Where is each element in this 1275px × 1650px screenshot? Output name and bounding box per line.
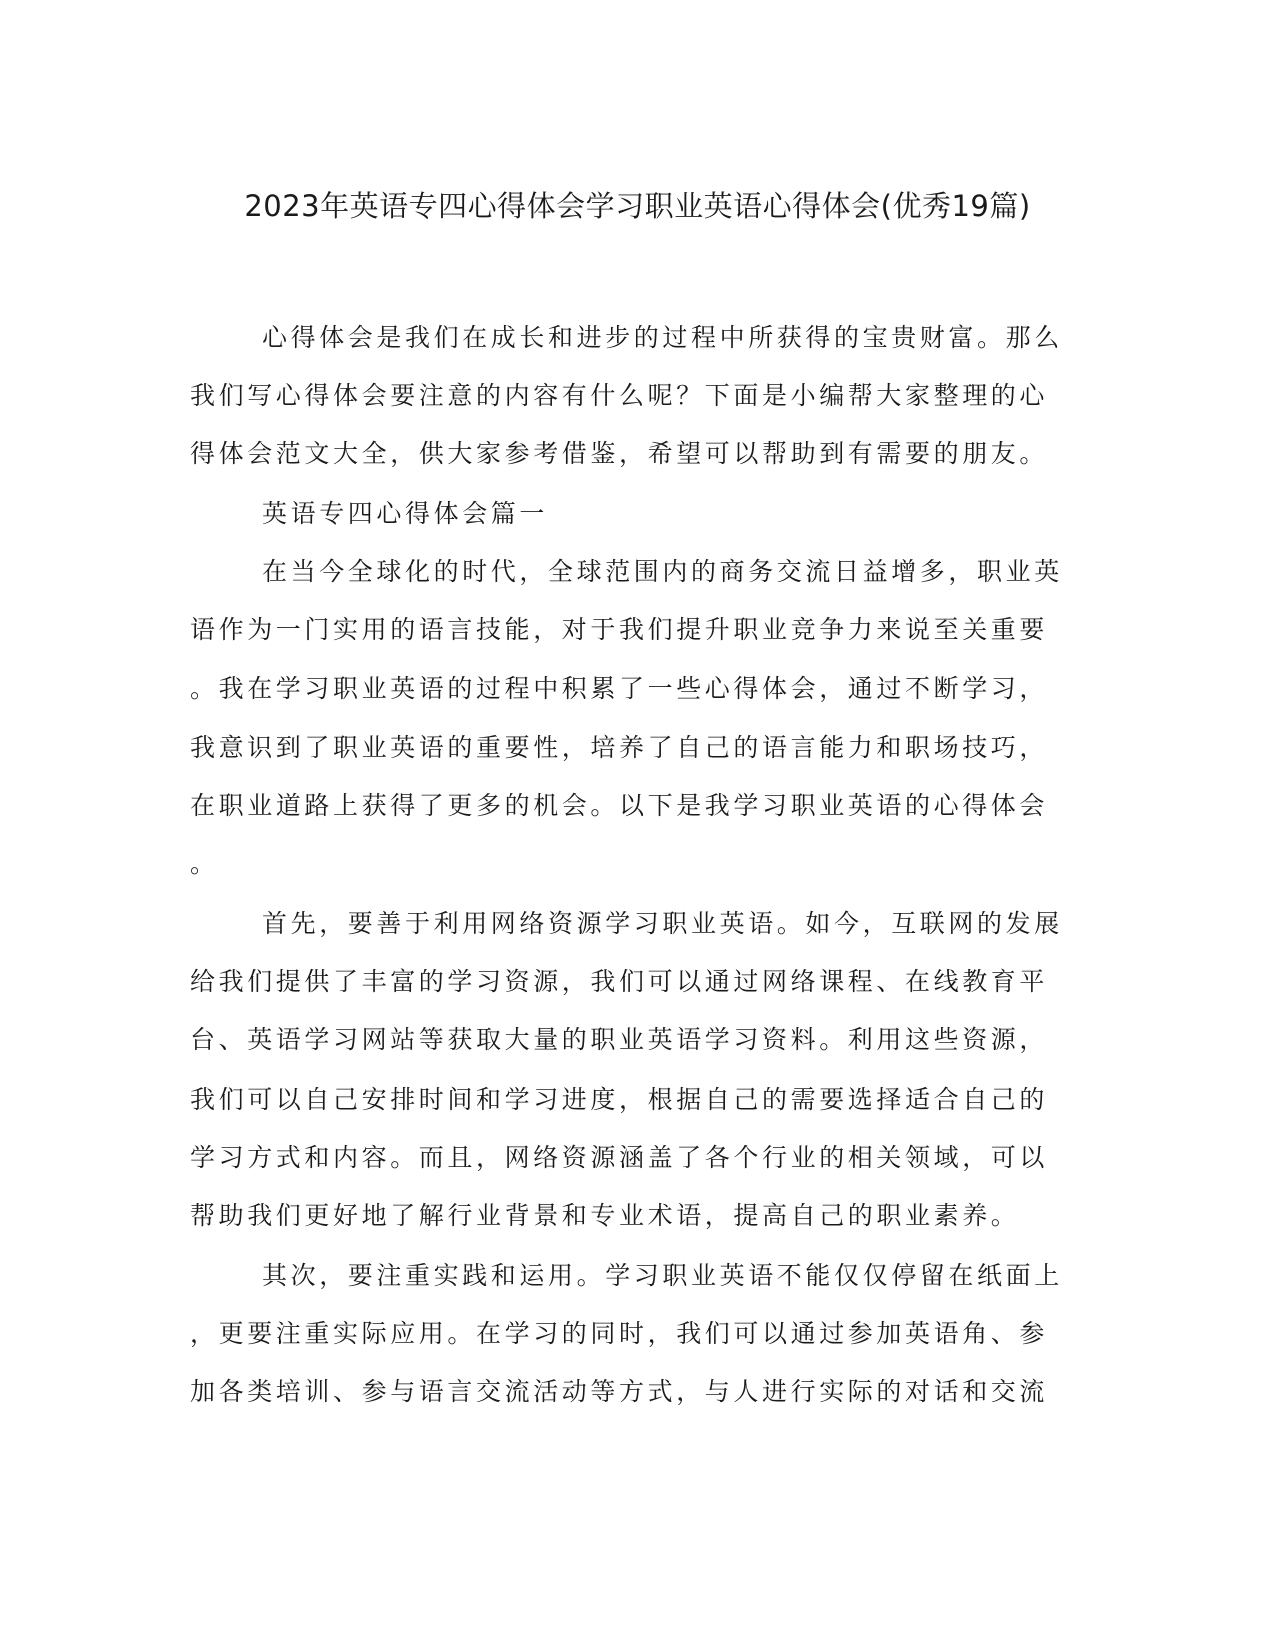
paragraph-line: 学习方式和内容。而且，网络资源涵盖了各个行业的相关领域，可以 <box>190 1143 1049 1172</box>
paragraph-line: 我意识到了职业英语的重要性，培养了自己的语言能力和职场技巧， <box>190 733 1049 762</box>
paragraph-line: 帮助我们更好地了解行业背景和专业术语，提高自己的职业素养。 <box>190 1201 1020 1230</box>
paragraph-line: 给我们提供了丰富的学习资源，我们可以通过网络课程、在线教育平 <box>190 967 1049 996</box>
section-heading: 英语专四心得体会篇一 <box>262 499 549 528</box>
paragraph-line: 。 <box>190 849 219 878</box>
paragraph-line: 台、英语学习网站等获取大量的职业英语学习资料。利用这些资源， <box>190 1025 1049 1054</box>
paragraph-line: 。我在学习职业英语的过程中积累了一些心得体会，通过不断学习， <box>190 674 1049 703</box>
paragraph-line: 在职业道路上获得了更多的机会。以下是我学习职业英语的心得体会 <box>190 791 1049 820</box>
document-title: 2023年英语专四心得体会学习职业英语心得体会(优秀19篇) <box>244 189 1031 223</box>
paragraph-line: 首先，要善于利用网络资源学习职业英语。如今，互联网的发展 <box>262 909 1063 938</box>
paragraph-line: 我们写心得体会要注意的内容有什么呢？下面是小编帮大家整理的心 <box>190 381 1049 410</box>
paragraph-line: 加各类培训、参与语言交流活动等方式，与人进行实际的对话和交流 <box>190 1377 1049 1406</box>
paragraph-line: 心得体会是我们在成长和进步的过程中所获得的宝贵财富。那么 <box>262 323 1063 352</box>
paragraph-line: 语作为一门实用的语言技能，对于我们提升职业竞争力来说至关重要 <box>190 615 1049 644</box>
paragraph-line: 得体会范文大全，供大家参考借鉴，希望可以帮助到有需要的朋友。 <box>190 439 1049 468</box>
paragraph-line: 我们可以自己安排时间和学习进度，根据自己的需要选择适合自己的 <box>190 1085 1049 1114</box>
paragraph-line: 在当今全球化的时代，全球范围内的商务交流日益增多，职业英 <box>262 557 1063 586</box>
paragraph-line: ，更要注重实际应用。在学习的同时，我们可以通过参加英语角、参 <box>190 1319 1049 1348</box>
paragraph-line: 其次，要注重实践和运用。学习职业英语不能仅仅停留在纸面上 <box>262 1261 1063 1290</box>
